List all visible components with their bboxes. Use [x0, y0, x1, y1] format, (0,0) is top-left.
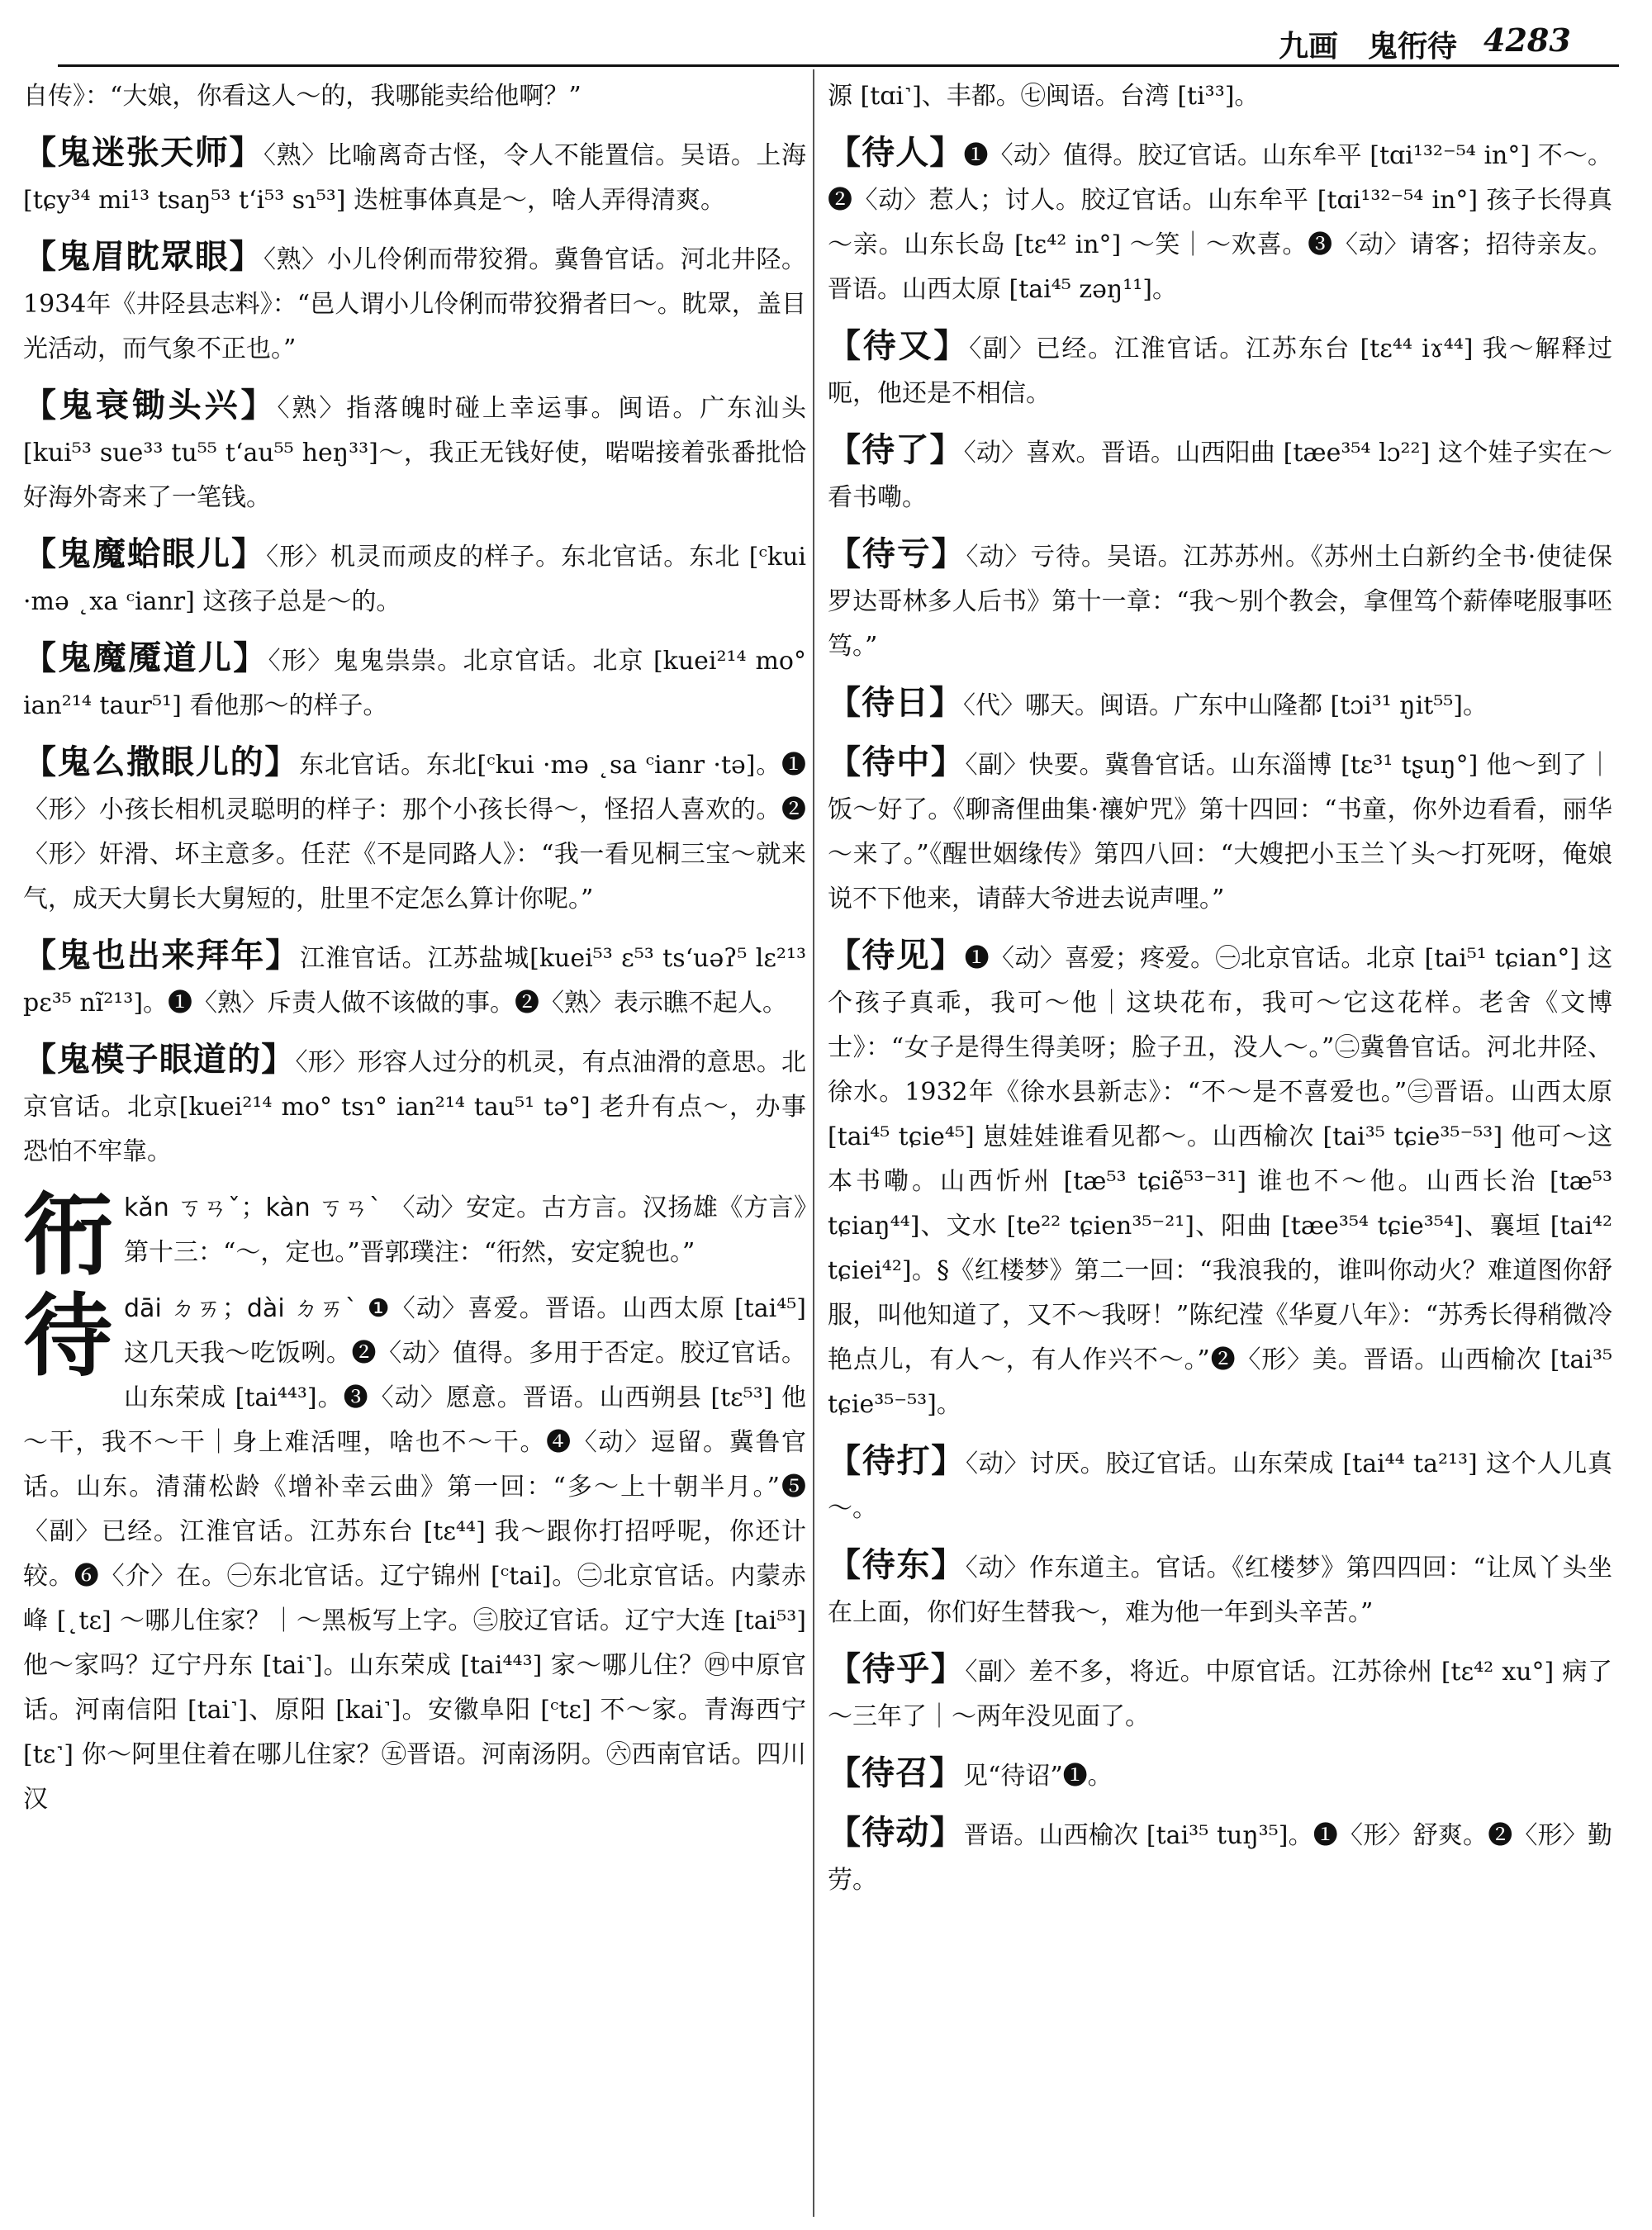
- page-number: 4283: [1483, 21, 1571, 59]
- definition-text: 晋语。山西榆次 [tai³⁵ tuŋ³⁵]。❶〈形〉舒爽。❷〈形〉勤劳。: [828, 1821, 1612, 1895]
- definition-text: 〈熟〉指落魄时碰上幸运事。闽语。广东汕头 [kui⁵³ sue³³ tu⁵⁵ t‘au⁵⁵ heŋ³³]～，我正无钱好使，啱啱接着张番批恰好海外寄来了一笔钱。: [23, 394, 806, 512]
- definition-text: 〈副〉已经。江淮官话。江苏东台 [tɛ⁴⁴ iɤ⁴⁴] 我～解释过呃，他还是不相信。: [828, 334, 1612, 408]
- entry-headword: 【鬼魔魇道儿】: [23, 638, 268, 677]
- entry-headword: 【待了】: [828, 430, 964, 469]
- dictionary-entry: [23, 383, 806, 520]
- definition-text: ❶〈动〉喜爱；疼爱。㊀北京官话。北京 [tai⁵¹ tɕian°] 这个孩子真乖，我可～他｜这块花布，我可～它这花样。老舍《文博士》：“女子是得生得美呀；脸子丑，没人～。”㊁冀鲁官话。河北井陉、徐水。1932年《徐水县新志》：“不～是不喜爱也。”㊂晋语。山西太原 [tai⁴⁵ tɕie⁴⁵] 崽娃娃谁看见都～。山西榆次 [tai³⁵ tɕie³⁵⁻⁵³] 他可～这本书嘞。山西忻州 [tæ⁵³ tɕiẽ⁵³⁻³¹] 谁也不～他。山西长治 [tæ⁵³ tɕiaŋ⁴⁴]、文水 [te²² tɕien³⁵⁻²¹]、阳曲 [tæe³⁵⁴ tɕie³⁵⁴]、襄垣 [tai⁴² tɕiei⁴²]。§《红楼梦》第二一回：“我浪我的，谁叫你动火？难道图你舒服，叫他知道了，又不～我呀！”陈纪滢《华夏八年》：“苏秀长得稍微冷艳点儿，有人～，有人作兴不～。”❷〈形〉美。晋语。山西榆次 [tai³⁵ tɕie³⁵⁻⁵³]。: [828, 944, 1612, 1419]
- entry-headword: 【待动】: [828, 1813, 964, 1852]
- dictionary-entry: [23, 740, 806, 922]
- entry-headword: 【待又】: [828, 326, 970, 365]
- definition-text: 〈熟〉小儿伶俐而带狡猾。冀鲁官话。河北井陉。1934年《井陉县志料》：“邑人谓小儿伶俐而带狡猾者曰～。眈眾，盖目光活动，而气象不正也。”: [23, 245, 806, 363]
- entry-headword: 【待日】: [828, 683, 963, 722]
- dictionary-entry: [23, 933, 806, 1026]
- entry-headword: 【待打】: [828, 1441, 966, 1480]
- entry-headword: 【待召】: [828, 1753, 963, 1792]
- pinyin-reading: dāi ㄉㄞ；dài ㄉㄞˋ: [124, 1294, 358, 1323]
- dictionary-entry: [828, 130, 1612, 312]
- section-title: 九画 鬼衎待: [1279, 29, 1458, 64]
- continued-text: [23, 74, 806, 119]
- dictionary-entry: [23, 1037, 806, 1174]
- dictionary-entry: [828, 740, 1612, 922]
- definition-text: 〈副〉差不多，将近。中原官话。江苏徐州 [tɛ⁴² xu°] 病了～三年了｜～两年没见面了。: [828, 1658, 1612, 1731]
- definition-text: 〈动〉作东道主。官话。《红楼梦》第四四回：“让凤丫头坐在上面，你们好生替我～，难为他一年到头辛苦。”: [828, 1554, 1612, 1627]
- entry-headword: 【鬼迷张天师】: [23, 133, 263, 172]
- entry-headword: 【鬼么撒眼儿的】: [23, 743, 300, 781]
- continued-text: [828, 74, 1612, 119]
- entry-headword: 【待中】: [828, 743, 966, 781]
- definition-text: 〈形〉鬼鬼祟祟。北京官话。北京 [kuei²¹⁴ mo° ian²¹⁴ taur⁵¹] 看他那～的样子。: [23, 647, 806, 720]
- head-character: 衎: [23, 1184, 113, 1288]
- definition-text: 〈动〉讨厌。胶辽官话。山东荣成 [tai⁴⁴ ta²¹³] 这个人儿真～。: [828, 1450, 1612, 1523]
- definition-text: 〈熟〉比喻离奇古怪，令人不能置信。吴语。上海 [tɕy³⁴ mi¹³ tsaŋ⁵³ t‘i⁵³ sɿ⁵³] 迭桩事体真是～，啥人弄得清爽。: [23, 141, 806, 215]
- dictionary-entry: [23, 130, 806, 223]
- definition-text: 江淮官话。江苏盐城[kuei⁵³ ɛ⁵³ ts‘uəʔ⁵ lɛ²¹³ pɛ³⁵ nĩ²¹³]。❶〈熟〉斥责人做不该做的事。❷〈熟〉表示瞧不起人。: [23, 944, 806, 1018]
- right-column: [828, 74, 1612, 2213]
- dictionary-entry: [23, 235, 806, 372]
- entry-headword: 【鬼眉眈眾眼】: [23, 237, 263, 276]
- definition-text: 〈动〉喜欢。晋语。山西阳曲 [tæe³⁵⁴ lɔ²²] 这个娃子实在～看书嘞。: [828, 439, 1612, 512]
- definition-text: 自传》：“大娘，你看这人～的，我哪能卖给他啊？”: [23, 82, 582, 111]
- definition-text: 〈动〉亏待。吴语。江苏苏州。《苏州土白新约全书·使徒保罗达哥林多人后书》第十一章：“我～别个教会，拿俚笃个薪俸咾服事呸笃。”: [828, 543, 1612, 661]
- character-entry: [23, 1284, 806, 1822]
- character-entry: [23, 1184, 806, 1288]
- running-header: [0, 20, 1652, 69]
- entry-headword: 【鬼魔蛤眼儿】: [23, 534, 267, 573]
- header-rule: [58, 64, 1619, 67]
- pinyin-reading: kǎn ㄎㄢˇ；kàn ㄎㄢˋ: [124, 1193, 382, 1222]
- entry-headword: 【鬼模子眼道的】: [23, 1040, 296, 1079]
- definition-text: 东北官话。东北[ᶜkui ·mə ˛sa ᶜianr ·tə]。❶〈形〉小孩长相机灵聪明的样子：那个小孩长得～，怪招人喜欢的。❷〈形〉奸滑、坏主意多。任茫《不是同路人》：“我一看见桐三宝～就来气，成天大舅长大舅短的，肚里不定怎么算计你呢。”: [23, 751, 806, 913]
- dictionary-entry: [828, 1439, 1612, 1531]
- head-character: 待: [23, 1284, 113, 1388]
- entry-headword: 【待东】: [828, 1545, 966, 1584]
- left-column: [23, 74, 806, 2213]
- entry-headword: 【待亏】: [828, 534, 966, 573]
- entry-headword: 【待见】: [828, 936, 965, 975]
- dictionary-entry: [828, 1647, 1612, 1739]
- entry-headword: 【待人】: [828, 133, 964, 172]
- dictionary-entry: [23, 636, 806, 728]
- definition-text: 〈代〉哪天。闽语。广东中山隆都 [tɔi³¹ ŋit⁵⁵]。: [963, 691, 1488, 720]
- definition-text: 〈副〉快要。冀鲁官话。山东淄博 [tɛ³¹ tʂuŋ°] 他～到了｜饭～好了。《聊斋俚曲集·禳妒咒》第十四回：“书童，你外边看看，丽华～来了。”《醒世姻缘传》第四八回：“大嫂把小玉兰丫头～打死呀，俺娘说不下他来，请薛大爷进去说声哩。”: [828, 751, 1612, 913]
- dictionary-entry: [23, 532, 806, 624]
- definition-text: 见“待诏”❶。: [963, 1762, 1113, 1791]
- dictionary-entry: [828, 681, 1612, 728]
- definition-text: 〈形〉形容人过分的机灵，有点油滑的意思。北京官话。北京[kuei²¹⁴ mo° tsɿ° ian²¹⁴ tau⁵¹ tə°] 老升有点～，办事恐怕不牢靠。: [23, 1048, 806, 1166]
- dictionary-entry: [828, 1543, 1612, 1635]
- entry-headword: 【鬼衰锄头兴】: [23, 386, 278, 425]
- dictionary-entry: [828, 324, 1612, 416]
- definition-text: 〈形〉机灵而顽皮的样子。东北官话。东北 [ᶜkui ·mə ˛xa ᶜianr] 这孩子总是～的。: [23, 543, 806, 616]
- entry-headword: 【待乎】: [828, 1649, 966, 1688]
- dictionary-entry: [828, 532, 1612, 669]
- column-divider: [813, 69, 814, 2217]
- definition-text: 〈动〉安定。古方言。汉扬雄《方言》第十三：“～，定也。”晋郭璞注：“衎然，安定貌也。”: [124, 1193, 806, 1267]
- dictionary-entry: [828, 428, 1612, 520]
- dictionary-entry: [828, 1751, 1612, 1799]
- definition-text: 源 [tɑi˺]、丰都。㊆闽语。台湾 [ti³³]。: [828, 82, 1260, 111]
- definition-text: ❶〈动〉喜爱。晋语。山西太原 [tai⁴⁵] 这几天我～吃饭咧。❷〈动〉值得。多用于否定。胶辽官话。山东荣成 [tai⁴⁴³]。❸〈动〉愿意。晋语。山西朔县 [tɛ⁵³] 他～干，我不～干｜身上难活哩，啥也不～干。❹〈动〉逗留。冀鲁官话。山东。清蒲松龄《增补幸云曲》第一回：“多～上十朝半月。”❺〈副〉已经。江淮官话。江苏东台 [tɛ⁴⁴] 我～跟你打招呼呢，你还计较。❻〈介〉在。㊀东北官话。辽宁锦州 [ᶜtai]。㊁北京官话。内蒙赤峰 [˛tɛ] ～哪儿住家？｜～黑板写上字。㊂胶辽官话。辽宁大连 [tai⁵³] 他～家吗？辽宁丹东 [tai˺]。山东荣成 [tai⁴⁴³] 家～哪儿住？㊃中原官话。河南信阳 [tai˺]、原阳 [kai˺]。安徽阜阳 [ᶜtɛ] 不～家。青海西宁 [tɛ˺] 你～阿里住着在哪儿住家？㊄晋语。河南汤阴。㊅西南官话。四川汉: [23, 1294, 806, 1814]
- definition-text: ❶〈动〉值得。胶辽官话。山东牟平 [tɑi¹³²⁻⁵⁴ in°] 不～。❷〈动〉惹人；讨人。胶辽官话。山东牟平 [tɑi¹³²⁻⁵⁴ in°] 孩子长得真～亲。山东长岛 [tɛ⁴² in°] ～笑｜～欢喜。❸〈动〉请客；招待亲友。晋语。山西太原 [tai⁴⁵ zəŋ¹¹]。: [828, 141, 1612, 304]
- entry-headword: 【鬼也出来拜年】: [23, 936, 301, 975]
- dictionary-entry: [828, 933, 1612, 1427]
- dictionary-entry: [828, 1810, 1612, 1903]
